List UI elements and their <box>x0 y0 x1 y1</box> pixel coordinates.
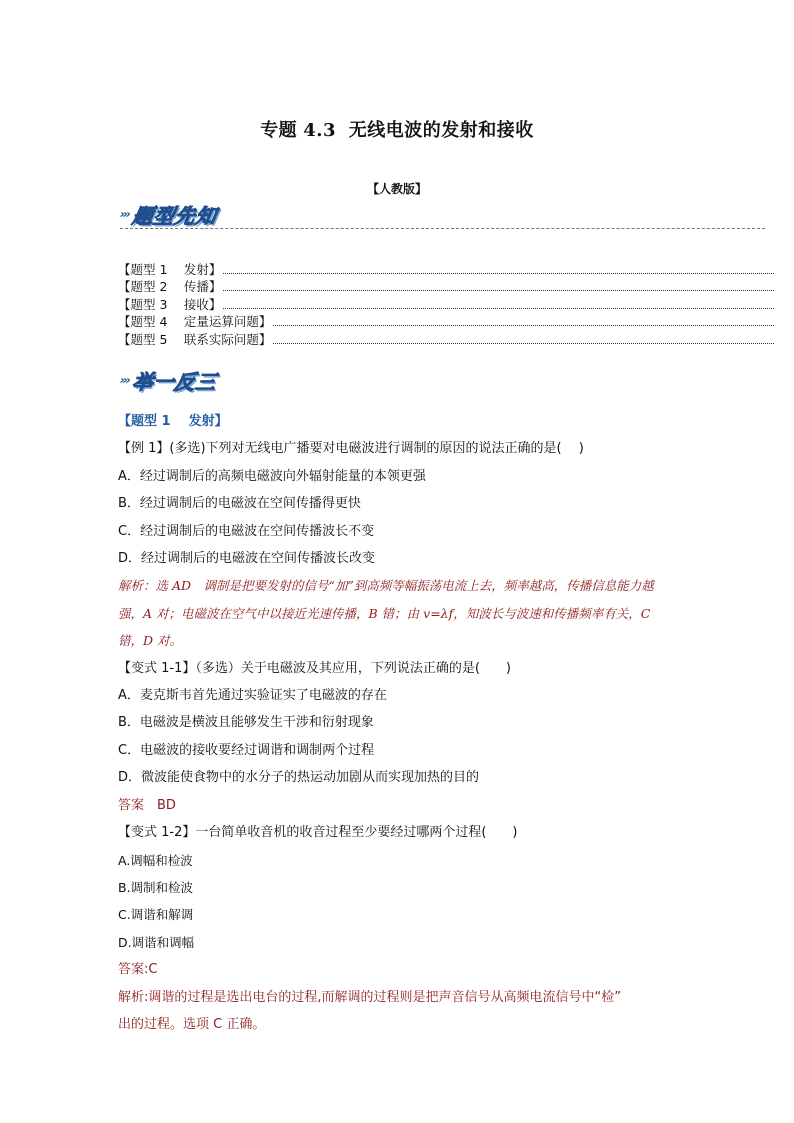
variant-analysis-line-1: 解析:调谐的过程是选出电台的过程,而解调的过程则是把声音信号从高频电流信号中“检” <box>118 989 621 1005</box>
example-analysis: 解析：选 AD 调制是把要发射的信号“加”到高频等幅振荡电流上去，频率越高，传播信息能力越强，A 对；电磁波在空气中以接近光速传播，B 错；由 v=λf，知波长与波速和传播频率有关，C 错，D 对。 <box>118 578 654 649</box>
practice-banner <box>120 366 217 394</box>
option-a: A．麦克斯韦首先通过实验证实了电磁波的存在 <box>118 688 387 704</box>
banner-arrows-icon: ››› <box>118 373 131 387</box>
divider <box>120 228 765 229</box>
toc-leader <box>273 325 774 326</box>
toc-list <box>118 260 774 348</box>
variant-analysis-line-2: 出的过程。选项 C 正确。 <box>118 1016 266 1032</box>
toc-item[interactable]: 【题型 2 传播】 <box>118 278 774 296</box>
toc-leader <box>273 343 774 344</box>
practice-banner-text: 举一反三 <box>130 369 219 394</box>
toc-item[interactable]: 【题型 4 定量运算问题】 <box>118 313 774 331</box>
variant-answer: 答案:C <box>118 962 158 978</box>
variant-question: 【变式 1-2】一台简单收音机的收音过程至少要经过哪两个过程( ) <box>118 825 518 841</box>
title-prefix: 专题 <box>260 120 298 141</box>
title-text: 无线电波的发射和接收 <box>348 120 534 141</box>
example-question: 【例 1】(多选)下列对无线电广播要对电磁波进行调制的原因的说法正确的是( ) <box>118 441 584 457</box>
section-heading: 【题型 1 发射】 <box>118 414 228 429</box>
option-a: A.调幅和检波 <box>118 852 193 868</box>
banner-arrows-icon: ››› <box>118 207 131 221</box>
variant-answer: 答案 BD <box>118 797 176 813</box>
option-d: D．经过调制后的电磁波在空间传播波长改变 <box>118 551 376 567</box>
toc-leader <box>223 308 774 309</box>
option-c: C.调谐和解调 <box>118 907 194 923</box>
option-c: C．电磁波的接收要经过调谐和调制两个过程 <box>118 742 375 758</box>
main-content <box>118 408 678 1038</box>
variant-question: 【变式 1-1】（多选）关于电磁波及其应用，下列说法正确的是( ) <box>118 660 512 676</box>
page-title <box>0 116 794 142</box>
option-a: A．经过调制后的高频电磁波向外辐射能量的本领更强 <box>118 468 426 484</box>
preview-banner-text: 题型先知 <box>130 203 219 228</box>
option-c: C．经过调制后的电磁波在空间传播波长不变 <box>118 523 375 539</box>
edition-label: 【人教版】 <box>366 182 427 196</box>
toc-item[interactable]: 【题型 1 发射】 <box>118 260 774 278</box>
option-d: D．微波能使食物中的水分子的热运动加剧从而实现加热的目的 <box>118 770 480 786</box>
option-b: B．经过调制后的电磁波在空间传播得更快 <box>118 496 361 512</box>
title-number: 4.3 <box>303 120 337 141</box>
option-b: B.调制和检波 <box>118 879 194 895</box>
option-d: D.调谐和调幅 <box>118 934 195 950</box>
toc-leader <box>223 290 774 291</box>
toc-leader <box>223 273 774 274</box>
toc-item[interactable]: 【题型 3 接收】 <box>118 295 774 313</box>
option-b: B．电磁波是横波且能够发生干涉和衍射现象 <box>118 715 374 731</box>
toc-item[interactable]: 【题型 5 联系实际问题】 <box>118 330 774 348</box>
preview-banner <box>120 200 217 228</box>
